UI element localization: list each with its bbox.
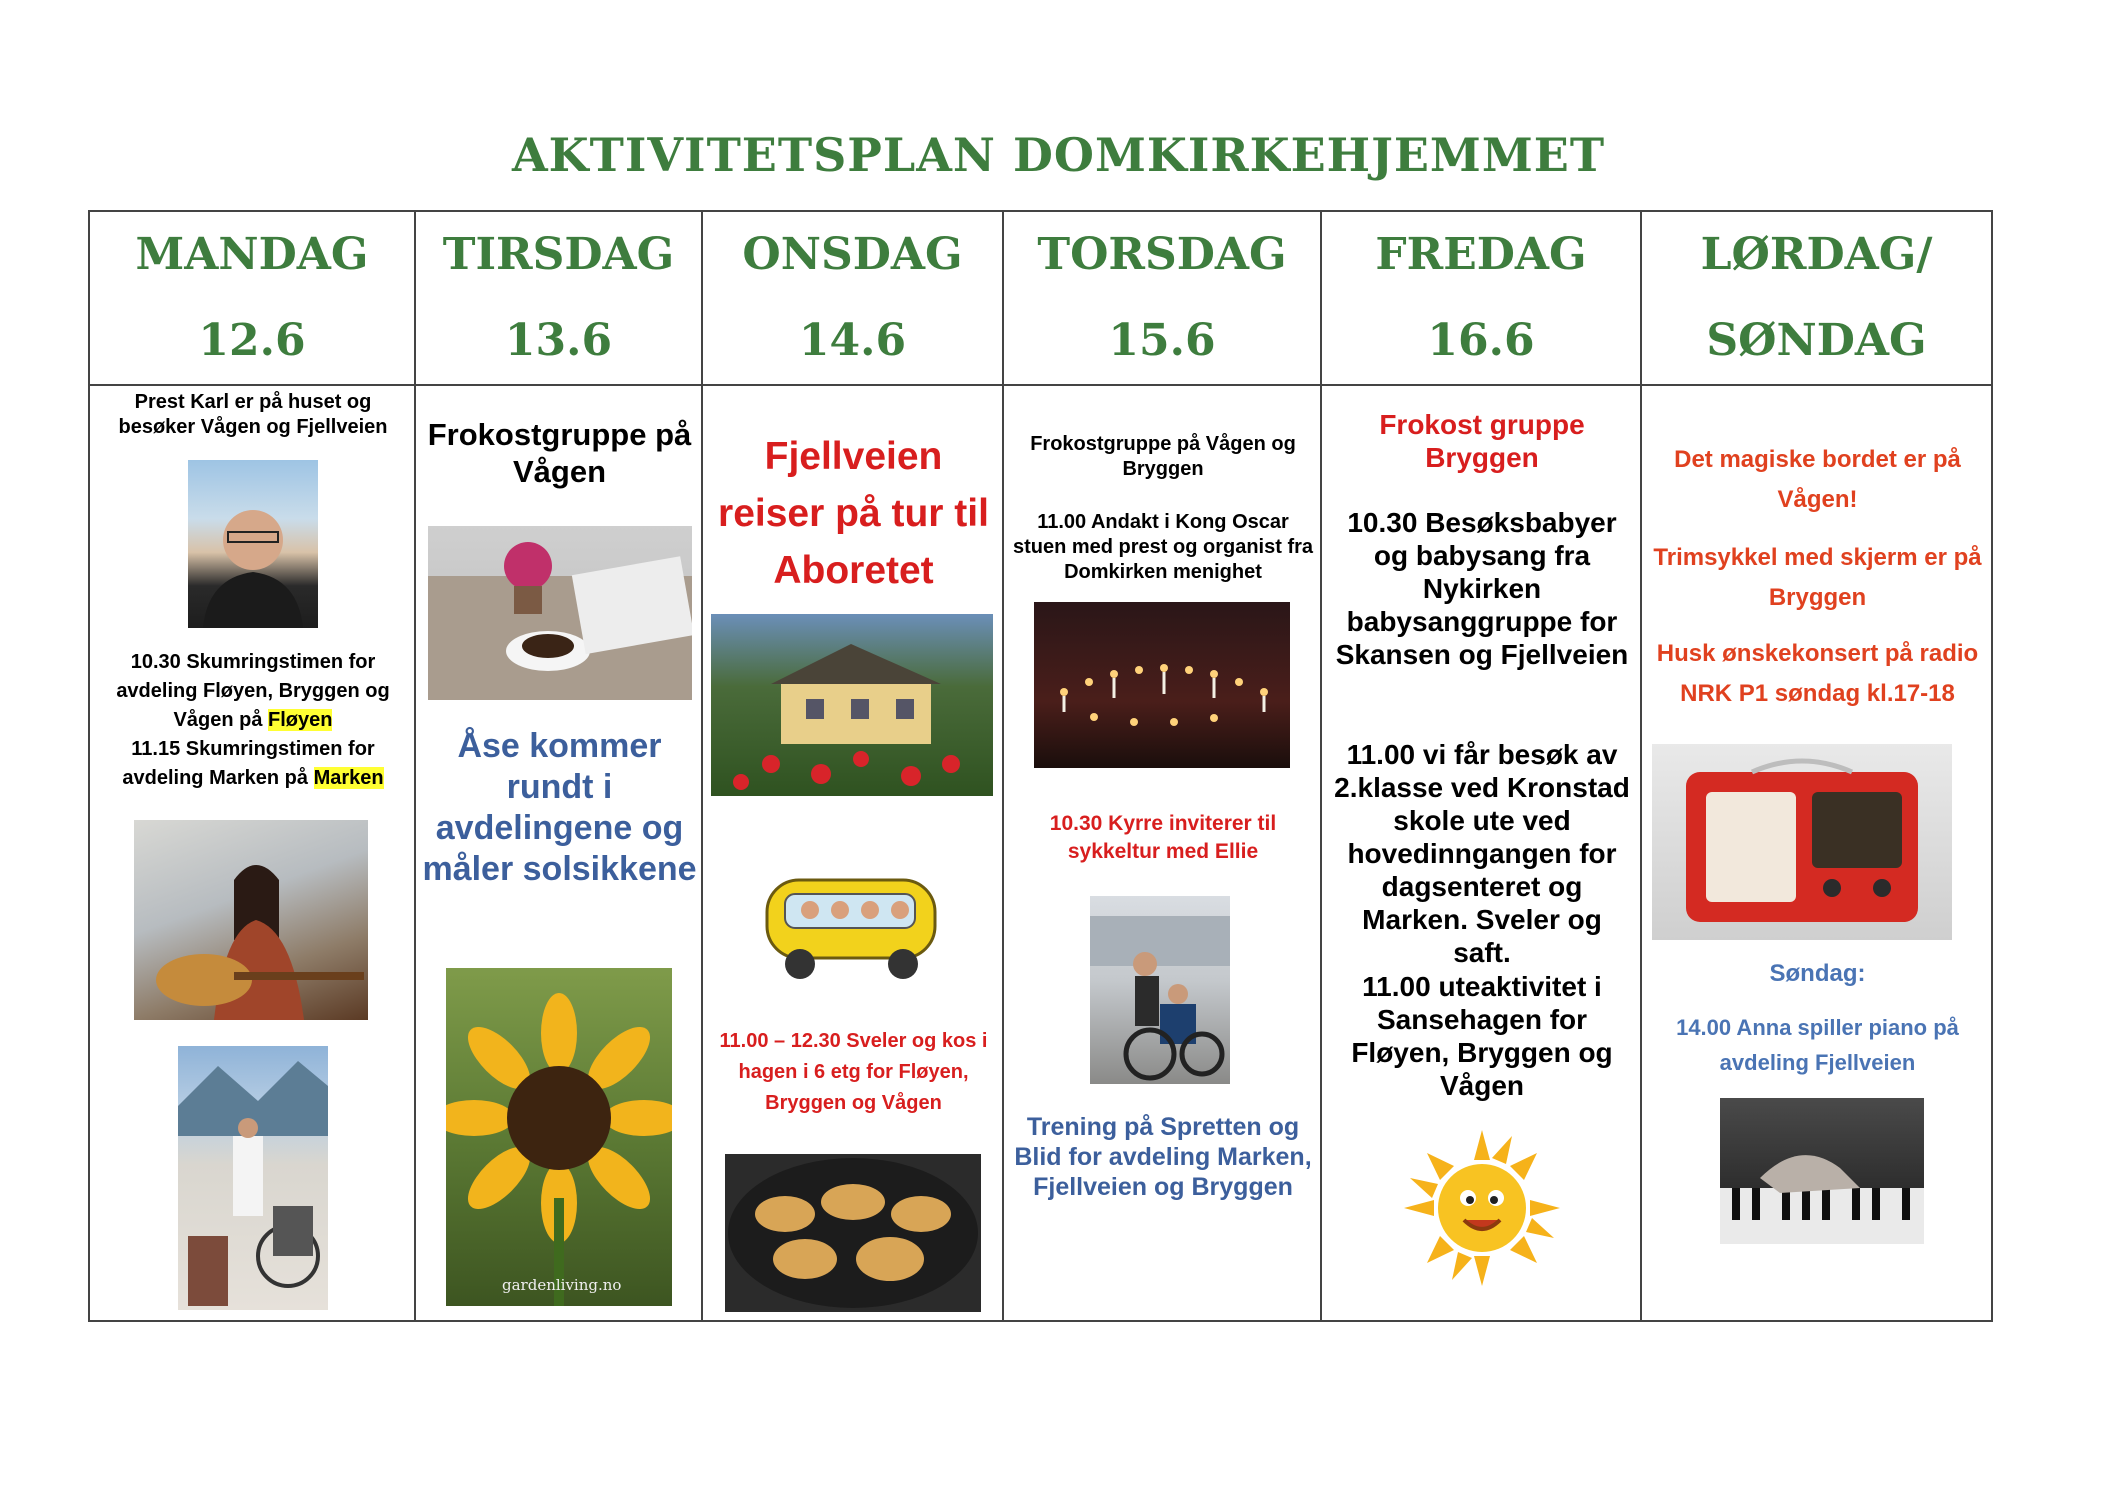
- cell-friday: [1321, 385, 1641, 1321]
- page-title: AKTIVITETSPLAN DOMKIRKEHJEMMET: [511, 128, 1606, 182]
- marken-highlight: Marken: [313, 767, 384, 789]
- arboretum-house-photo: [711, 614, 993, 796]
- bus-icon: [755, 862, 945, 990]
- weekend-bordet: Det magiske bordet er på Vågen!: [1674, 446, 1961, 513]
- header-wednesday: ONSDAG 14.6: [702, 211, 1003, 385]
- thursday-trening: Trening på Spretten og Blid for avdeling Marken, Fjellveien og Bryggen: [1014, 1113, 1312, 1201]
- tuesday-frokost: Frokostgruppe på Vågen: [427, 417, 692, 489]
- monday-intro: Prest Karl er på huset og besøker Vågen og Fjellveien: [118, 391, 388, 438]
- header-tuesday: TIRSDAG 13.6: [415, 211, 702, 385]
- thursday-kyrre: 10.30 Kyrre inviterer til sykkeltur med Ellie: [1049, 812, 1277, 863]
- header-friday: FREDAG 16.6: [1321, 211, 1641, 385]
- weekend-sondag: Søndag:: [1769, 960, 1866, 987]
- stretch-class-photo: [178, 1046, 328, 1310]
- content-row: [89, 385, 1992, 1321]
- header-weekend: LØRDAG/ SØNDAG: [1641, 211, 1992, 385]
- bike-ride-photo: [1090, 896, 1230, 1084]
- wednesday-sveler: 11.00 – 12.30 Sveler og kos i hagen i 6 etg for Fløyen, Bryggen og Vågen: [719, 1030, 988, 1114]
- cell-monday: [89, 385, 415, 1321]
- sun-icon: [1402, 1128, 1562, 1288]
- thursday-andakt: 11.00 Andakt i Kong Oscar stuen med prest og organist fra Domkirken menighet: [1012, 511, 1314, 583]
- weekend-piano: 14.00 Anna spiller piano på avdeling Fjellveien: [1676, 1015, 1959, 1075]
- watermark-text: gardenliving.no: [502, 1276, 622, 1294]
- coffee-flowers-photo: [428, 526, 692, 700]
- tuesday-aase: Åse kommer rundt i avdelingene og måler solsikkene: [422, 727, 697, 888]
- friday-skole: 11.00 vi får besøk av 2.klasse ved Kronstad skole ute ved hovedinngangen for dagsenteret og Marken. Sveler og saft.: [1334, 739, 1630, 968]
- friday-ute: 11.00 uteaktivitet i Sansehagen for Fløyen, Bryggen og Vågen: [1351, 971, 1613, 1101]
- header-monday: MANDAG 12.6: [89, 211, 415, 385]
- cell-weekend: [1641, 385, 1992, 1321]
- cell-tuesday: [415, 385, 702, 1321]
- cell-thursday: [1003, 385, 1321, 1321]
- radio-photo: [1652, 744, 1952, 940]
- floyen-highlight: Fløyen: [268, 709, 333, 731]
- cell-wednesday: [702, 385, 1003, 1321]
- monday-skumring: 10.30 Skumringstimen for avdeling Fløyen, Bryggen og Vågen på Fløyen 11.15 Skumringstimen for avdeling Marken på Marken: [116, 651, 390, 789]
- piano-photo: [1720, 1098, 1924, 1244]
- guitar-singer-photo: [134, 820, 368, 1020]
- candles-photo: [1034, 602, 1290, 768]
- thursday-frokost: Frokostgruppe på Vågen og Bryggen: [1030, 433, 1296, 480]
- sunflower-photo: [446, 968, 672, 1306]
- pancakes-photo: [725, 1154, 981, 1312]
- activity-table: [88, 210, 1993, 1322]
- header-row: [89, 211, 1992, 385]
- priest-photo: [188, 460, 318, 628]
- wednesday-tur: Fjellveien reiser på tur til Aboretet: [718, 435, 989, 592]
- header-thursday: TORSDAG 15.6: [1003, 211, 1321, 385]
- friday-frokost: Frokost gruppe Bryggen: [1379, 409, 1585, 473]
- weekend-konsert: Husk ønskekonsert på radio NRK P1 søndag kl.17-18: [1656, 640, 1979, 707]
- friday-babysang: 10.30 Besøksbabyer og babysang fra Nykirken babysanggruppe for Skansen og Fjellveien: [1335, 507, 1629, 670]
- weekend-trimsykkel: Trimsykkel med skjerm er på Bryggen: [1653, 544, 1982, 611]
